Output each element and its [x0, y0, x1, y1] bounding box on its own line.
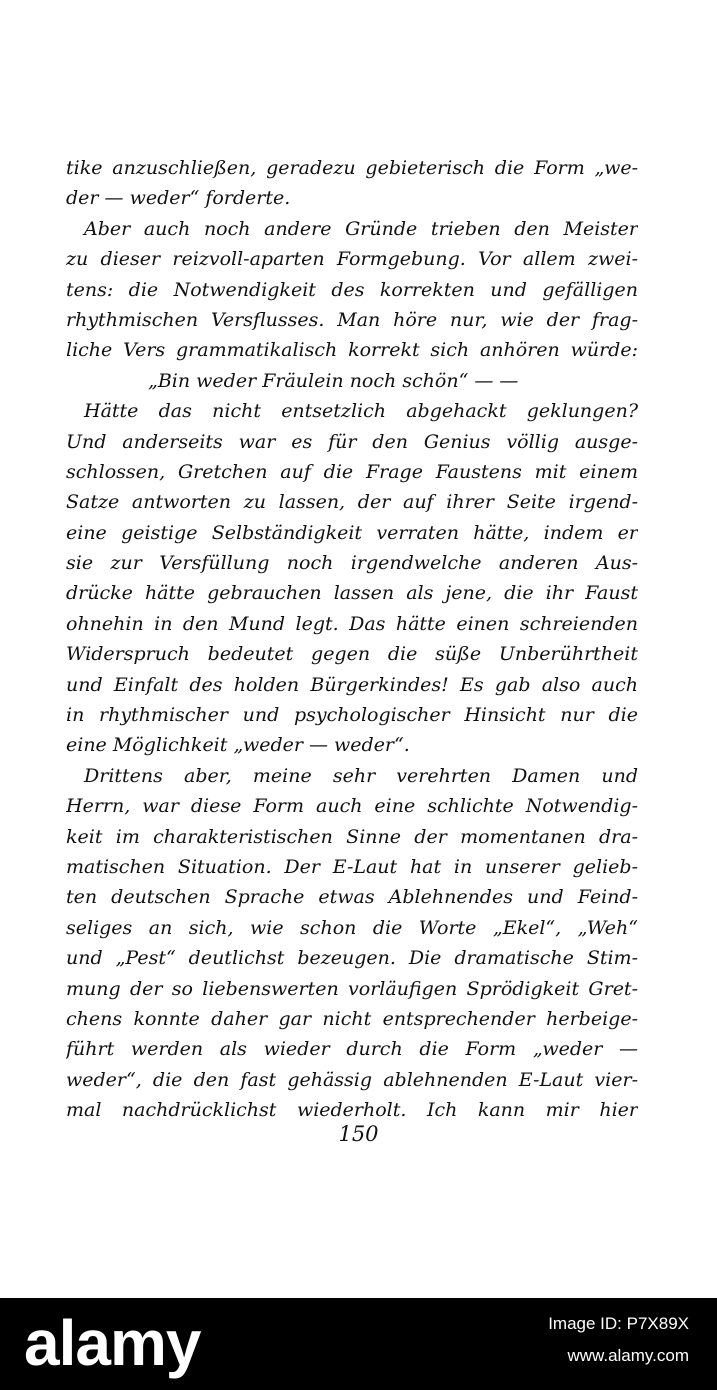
text-line: zu dieser reizvoll-aparten Formgebung. Vor allem zwei-: [66, 248, 638, 271]
text-line: mal nachdrücklichst wiederholt. Ich kann mir hier: [66, 1099, 638, 1122]
text-line: mung der so liebenswerten vorläufigen Sprödigkeit Gret-: [66, 977, 638, 1000]
text-line: führt werden als wieder durch die Form „weder —: [66, 1038, 638, 1061]
text-line: chens konnte daher gar nicht entsprechender herbeige-: [66, 1007, 638, 1030]
verse-quote: „Bin weder Fräulein noch schön“ — —: [148, 369, 519, 392]
text-line: eine Möglichkeit „weder — weder“.: [66, 734, 410, 757]
alamy-logo: alamy: [24, 1307, 201, 1379]
text-line: rhythmischen Versflusses. Man höre nur, wie der frag-: [66, 308, 638, 331]
text-line: und „Pest“ deutlichst bezeugen. Die dramatische Stim-: [66, 947, 638, 970]
watermark-banner: [0, 1298, 717, 1390]
text-line: in rhythmischer und psychologischer Hinsicht nur die: [66, 704, 638, 727]
text-line: Hätte das nicht entsetzlich abgehackt geklungen?: [84, 400, 638, 423]
text-line: seliges an sich, wie schon die Worte „Ekel“, „Weh“: [66, 916, 638, 939]
text-line: ohnehin in den Mund legt. Das hätte einen schreienden: [66, 612, 638, 635]
text-line: tens: die Notwendigkeit des korrekten und gefälligen: [66, 278, 638, 301]
site-url-label: www.alamy.com: [567, 1346, 689, 1365]
text-line: eine geistige Selbständigkeit verraten hätte, indem er: [66, 521, 638, 544]
text-line: ten deutschen Sprache etwas Ablehnendes und Feind-: [66, 886, 638, 909]
text-line: schlossen, Gretchen auf die Frage Faustens mit einem: [66, 460, 638, 483]
text-line: keit im charakteristischen Sinne der momentanen dra-: [66, 825, 638, 848]
text-line: matischen Situation. Der E-Laut hat in unserer gelieb-: [66, 855, 638, 878]
text-line: Herrn, war diese Form auch eine schlichte Notwendig-: [66, 795, 638, 818]
text-line: Aber auch noch andere Gründe trieben den Meister: [84, 217, 638, 240]
text-line: Widerspruch bedeutet gegen die süße Unberührtheit: [66, 643, 638, 666]
text-line: Drittens aber, meine sehr verehrten Damen und: [84, 764, 638, 787]
page-number: 150: [338, 1122, 379, 1146]
text-line: Satze antworten zu lassen, der auf ihrer Seite irgend-: [66, 491, 638, 514]
text-line: Und anderseits war es für den Genius völlig ausge-: [66, 430, 638, 453]
image-id-label: Image ID: P7X89X: [548, 1314, 689, 1333]
text-line: der — weder“ forderte.: [66, 187, 291, 210]
text-line: tike anzuschließen, geradezu gebieterisch die Form „we-: [66, 157, 638, 179]
body-text: [66, 153, 638, 1126]
text-line: drücke hätte gebrauchen lassen als jene, die ihr Faust: [66, 582, 638, 605]
text-line: und Einfalt des holden Bürgerkindes! Es gab also auch: [66, 673, 638, 696]
text-line: sie zur Versfüllung noch irgendwelche anderen Aus-: [66, 552, 638, 575]
text-line: liche Vers grammatikalisch korrekt sich anhören würde:: [66, 339, 638, 362]
text-line: weder“, die den fast gehässig ablehnenden E-Laut vier-: [66, 1068, 638, 1091]
